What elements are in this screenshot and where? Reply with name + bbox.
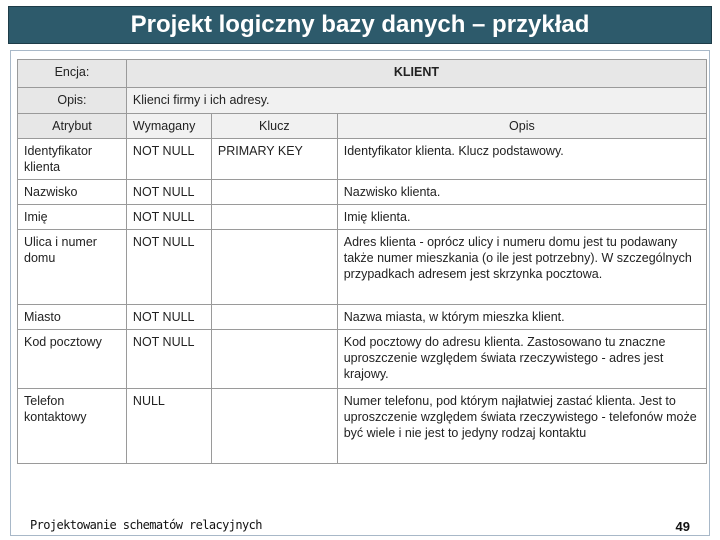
attribute-cell: Ulica i numer domu — [18, 230, 127, 305]
attribute-cell: Nazwisko — [18, 180, 127, 205]
table-row — [18, 139, 707, 180]
description-cell: Identyfikator klienta. Klucz podstawowy. — [337, 139, 706, 180]
entity-schema-table — [17, 59, 707, 464]
description-cell: Adres klienta - oprócz ulicy i numeru domu jest tu podawany także numer mieszkania (o ile jest potrzebny). W szczególnych przypadkach adresem jest skrzynka pocztowa. — [337, 230, 706, 305]
entity-description-label: Opis: — [18, 88, 127, 114]
slide-title-bar — [8, 6, 712, 44]
entity-row — [18, 60, 707, 88]
page-number: 49 — [675, 519, 690, 534]
attribute-cell: Imię — [18, 205, 127, 230]
attribute-cell: Kod pocztowy — [18, 330, 127, 389]
column-header-required: Wymagany — [126, 114, 211, 139]
table-row — [18, 180, 707, 205]
required-cell: NOT NULL — [126, 330, 211, 389]
attribute-cell: Identyfikator klienta — [18, 139, 127, 180]
required-cell: NOT NULL — [126, 230, 211, 305]
attribute-cell: Telefon kontaktowy — [18, 389, 127, 464]
key-cell — [211, 305, 337, 330]
entity-description-row — [18, 88, 707, 114]
description-cell: Kod pocztowy do adresu klienta. Zastosowano tu znaczne uproszczenie względem świata rzeczywistego - adres jest krajowy. — [337, 330, 706, 389]
key-cell: PRIMARY KEY — [211, 139, 337, 180]
key-cell — [211, 230, 337, 305]
column-header-row — [18, 114, 707, 139]
column-header-attribute: Atrybut — [18, 114, 127, 139]
required-cell: NOT NULL — [126, 139, 211, 180]
required-cell: NOT NULL — [126, 180, 211, 205]
column-header-key: Klucz — [211, 114, 337, 139]
table-row — [18, 230, 707, 305]
required-cell: NOT NULL — [126, 305, 211, 330]
table-row — [18, 389, 707, 464]
table-row — [18, 205, 707, 230]
description-cell: Nazwa miasta, w którym mieszka klient. — [337, 305, 706, 330]
entity-label: Encja: — [18, 60, 127, 88]
description-cell: Imię klienta. — [337, 205, 706, 230]
description-cell: Nazwisko klienta. — [337, 180, 706, 205]
key-cell — [211, 205, 337, 230]
description-cell: Numer telefonu, pod którym najłatwiej zastać klienta. Jest to uproszczenie względem świata rzeczywistego - telefonów może być wiele i nie jest to jedyny rodzaj kontaktu — [337, 389, 706, 464]
slide-title: Projekt logiczny bazy danych – przykład — [130, 11, 590, 38]
required-cell: NOT NULL — [126, 205, 211, 230]
entity-name: KLIENT — [126, 60, 706, 88]
entity-description: Klienci firmy i ich adresy. — [126, 88, 706, 114]
column-header-description: Opis — [337, 114, 706, 139]
table-row — [18, 330, 707, 389]
key-cell — [211, 330, 337, 389]
required-cell: NULL — [126, 389, 211, 464]
attribute-cell: Miasto — [18, 305, 127, 330]
footer-course-title: Projektowanie schematów relacyjnych — [30, 518, 262, 532]
key-cell — [211, 389, 337, 464]
table-row — [18, 305, 707, 330]
key-cell — [211, 180, 337, 205]
